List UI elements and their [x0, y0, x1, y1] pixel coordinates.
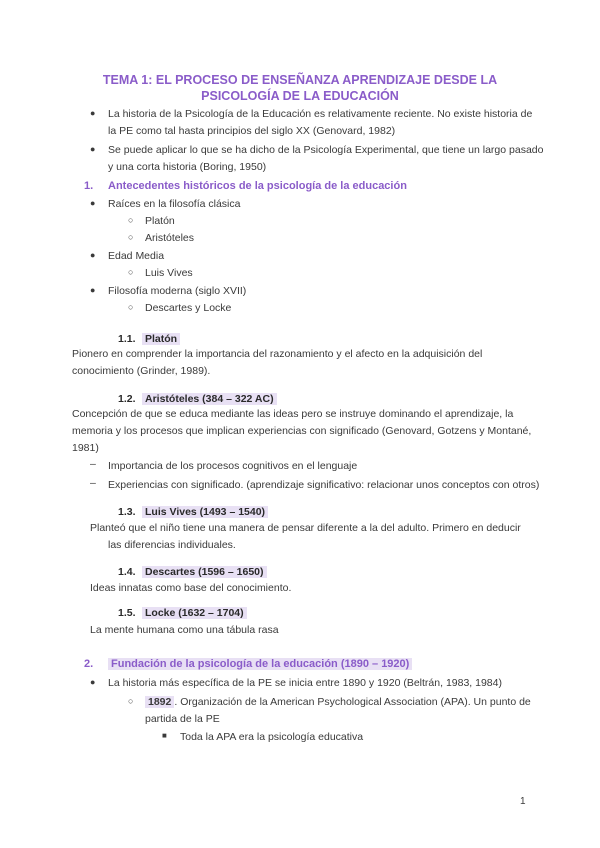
section-2-title [108, 656, 412, 673]
list-subitem: Platón [145, 215, 175, 227]
dash-bullet: – [90, 477, 96, 489]
hollow-bullet-icon: ○ [128, 302, 134, 312]
section-2-number: 2. [84, 658, 94, 670]
subsection-1-3-title [142, 504, 268, 521]
list-item: Raíces en la filosofía clásica [108, 198, 241, 210]
subsection-1-2-text-3: 1981) [72, 442, 99, 454]
bullet-icon: ● [90, 285, 96, 295]
subsection-1-2-title-text: Aristóteles (384 – 322 AC) [142, 393, 277, 405]
list-item: Filosofía moderna (siglo XVII) [108, 285, 247, 297]
list-subitem: Luis Vives [145, 267, 193, 279]
subsection-1-4-title-text: Descartes (1596 – 1650) [142, 566, 267, 578]
section-2-subitem-text: . Organización de la American Psychological Association (APA). Un punto de [174, 696, 531, 708]
subsection-1-2-text-2: memoria y los procesos que implican experiencias con significado (Genovard, Gotzens y Montané, [72, 425, 532, 437]
hollow-bullet-icon: ○ [128, 232, 134, 242]
dash-item: Importancia de los procesos cognitivos en el lenguaje [108, 460, 358, 472]
subsection-1-1-text-2: conocimiento (Grinder, 1989). [72, 365, 211, 377]
subsection-1-3-text-2: las diferencias individuales. [108, 539, 236, 551]
bullet-icon: ● [90, 144, 96, 154]
subsection-1-5-title-text: Locke (1632 – 1704) [142, 607, 247, 619]
hollow-bullet-icon: ○ [128, 267, 134, 277]
subsection-1-5-number: 1.5. [118, 607, 136, 619]
section-2-subitem-line-1 [145, 694, 531, 711]
subsection-1-4-number: 1.4. [118, 566, 136, 578]
hollow-bullet-icon: ○ [128, 696, 134, 706]
subsection-1-1-title-text: Platón [142, 333, 180, 345]
subsection-1-4-text-1: Ideas innatas como base del conocimiento. [90, 582, 292, 594]
year-highlight: 1892 [145, 696, 174, 708]
subsection-1-1-number: 1.1. [118, 333, 136, 345]
title-line-2: PSICOLOGÍA DE LA EDUCACIÓN [201, 89, 399, 103]
section-2-subsubitem: Toda la APA era la psicología educativa [180, 731, 364, 743]
hollow-bullet-icon: ○ [128, 215, 134, 225]
bullet-icon: ● [90, 198, 96, 208]
list-subitem: Aristóteles [145, 232, 195, 244]
subsection-1-1-text-1: Pionero en comprender la importancia del razonamiento y el afecto en la adquisición del [72, 348, 483, 360]
subsection-1-3-text-1: Planteó que el niño tiene una manera de pensar diferente a la del adulto. Primero en deducir [90, 522, 521, 534]
subsection-1-3-number: 1.3. [118, 506, 136, 518]
intro-1-line-2: la PE como tal hasta principios del siglo XX (Genovard, 1982) [108, 125, 396, 137]
title-line-1: TEMA 1: EL PROCESO DE ENSEÑANZA APRENDIZAJE DESDE LA [102, 73, 498, 87]
list-subitem: Descartes y Locke [145, 302, 232, 314]
section-2-subitem-line-2: partida de la PE [145, 713, 220, 725]
section-1-number: 1. [84, 180, 94, 192]
subsection-1-3-title-text: Luis Vives (1493 – 1540) [142, 506, 268, 518]
bullet-icon: ● [90, 677, 96, 687]
section-2-title-text: Fundación de la psicología de la educación (1890 – 1920) [108, 658, 412, 670]
square-bullet-icon: ■ [162, 731, 167, 740]
subsection-1-5-title [142, 605, 247, 622]
intro-1-line-1: La historia de la Psicología de la Educación es relativamente reciente. No existe historia de [108, 108, 533, 120]
page-number: 1 [520, 796, 526, 807]
list-item: Edad Media [108, 250, 165, 262]
section-2-bullet: La historia más específica de la PE se inicia entre 1890 y 1920 (Beltrán, 1983, 1984) [108, 677, 502, 689]
subsection-1-2-text-1: Concepción de que se educa mediante las ideas pero se instruye dominando el aprendizaje, la [72, 408, 514, 420]
bullet-icon: ● [90, 250, 96, 260]
subsection-1-5-text-1: La mente humana como una tábula rasa [90, 624, 279, 636]
bullet-icon: ● [90, 108, 96, 118]
section-1-title: Antecedentes históricos de la psicología de la educación [108, 180, 407, 192]
intro-2-line-1: Se puede aplicar lo que se ha dicho de la Psicología Experimental, que tiene un largo pasado [108, 144, 544, 156]
intro-2-line-2: y una corta historia (Boring, 1950) [108, 161, 267, 173]
subsection-1-2-number: 1.2. [118, 393, 136, 405]
dash-item: Experiencias con significado. (aprendizaje significativo: relacionar unos conceptos con otros) [108, 479, 540, 491]
page-title [70, 72, 530, 104]
subsection-1-4-title [142, 564, 267, 581]
dash-bullet: – [90, 458, 96, 470]
